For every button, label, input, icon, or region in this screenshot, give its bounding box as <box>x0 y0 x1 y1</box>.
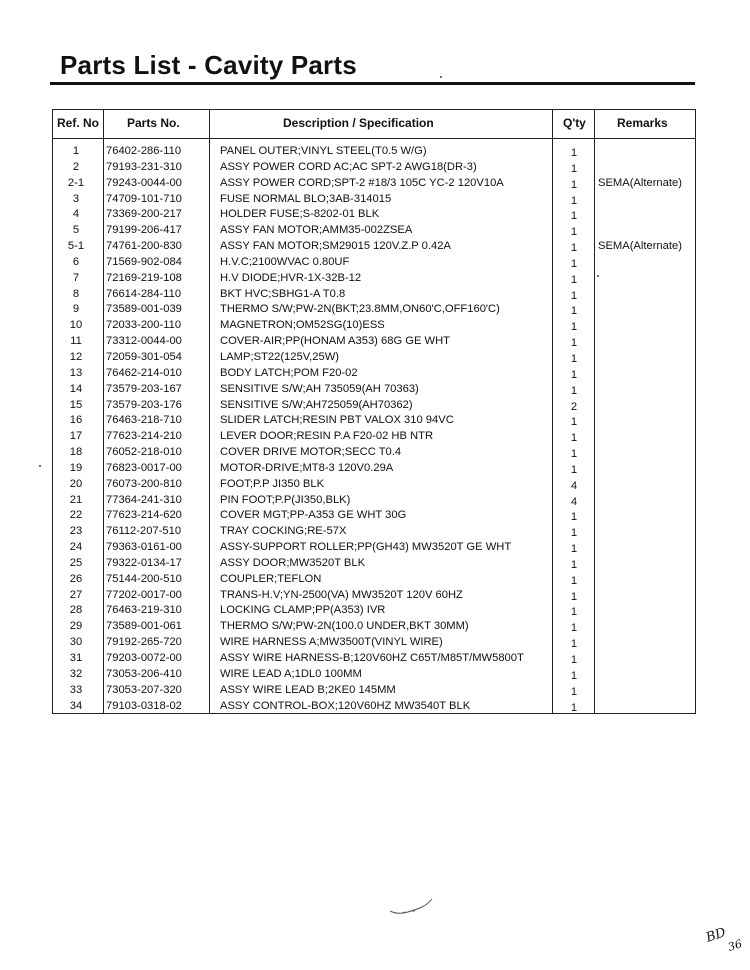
parts-no-cell: 79203-0072-00 <box>106 652 182 664</box>
description-cell: ASSY FAN MOTOR;AMM35-002ZSEA <box>220 224 413 237</box>
table-row <box>0 699 750 715</box>
parts-no-cell: 76112-207-510 <box>106 525 182 538</box>
table-row <box>0 477 750 493</box>
parts-no-cell: 76463-218-710 <box>106 414 182 427</box>
ref-no-cell: 19 <box>69 461 83 474</box>
table-row <box>0 556 750 572</box>
qty-cell: 2 <box>570 400 578 413</box>
description-cell: MOTOR-DRIVE;MT8-3 120V0.29A <box>220 461 394 474</box>
description-cell: BODY LATCH;POM F20-02 <box>220 366 358 379</box>
parts-no-cell: 79193-231-310 <box>106 160 182 173</box>
description-cell: ASSY POWER CORD;SPT-2 #18/3 105C YC-2 120V10A <box>220 176 504 189</box>
parts-no-cell: 77202-0017-00 <box>106 588 182 601</box>
qty-cell: 1 <box>570 638 578 651</box>
table-row <box>0 619 750 635</box>
ref-no-cell: 13 <box>69 366 83 379</box>
ref-no-cell: 23 <box>69 525 83 538</box>
ref-no-cell: 7 <box>72 271 80 284</box>
qty-cell: 1 <box>570 432 578 445</box>
handwritten-page-number: 36 <box>726 937 744 954</box>
ref-no-cell: 34 <box>69 699 83 712</box>
table-row <box>0 255 750 271</box>
description-cell: PANEL OUTER;VINYL STEEL(T0.5 W/G) <box>220 145 427 157</box>
qty-cell: 1 <box>570 511 578 524</box>
parts-no-cell: 79243-0044-00 <box>106 176 182 189</box>
table-row <box>0 223 750 239</box>
description-cell: TRANS-H.V;YN-2500(VA) MW3520T 120V 60HZ <box>220 588 463 601</box>
ref-no-cell: 2-1 <box>67 176 85 189</box>
description-cell: ASSY WIRE LEAD B;2KE0 145MM <box>220 683 396 696</box>
parts-no-cell: 77364-241-310 <box>106 493 182 506</box>
qty-cell: 1 <box>570 162 578 175</box>
qty-cell: 1 <box>570 558 578 571</box>
parts-no-cell: 71569-902-084 <box>106 255 182 268</box>
remarks-cell: SEMA(Alternate) <box>598 176 682 189</box>
description-cell: SENSITIVE S/W;AH725059(AH70362) <box>220 398 413 411</box>
parts-no-cell: 73369-200-217 <box>106 208 182 221</box>
table-row <box>0 271 750 287</box>
qty-cell: 1 <box>570 574 578 587</box>
scan-speck <box>39 465 41 467</box>
parts-no-cell: 79322-0134-17 <box>106 556 182 569</box>
parts-no-cell: 74709-101-710 <box>106 192 182 205</box>
parts-no-cell: 76402-286-110 <box>106 145 182 157</box>
description-cell: ASSY-SUPPORT ROLLER;PP(GH43) MW3520T GE WHT <box>220 541 512 554</box>
parts-no-cell: 76463-219-310 <box>106 604 182 617</box>
description-cell: LOCKING CLAMP;PP(A353) IVR <box>220 604 386 617</box>
qty-cell: 1 <box>570 543 578 556</box>
description-cell: ASSY DOOR;MW3520T BLK <box>220 556 366 569</box>
description-cell: THERMO S/W;PW-2N(100.0 UNDER,BKT 30MM) <box>220 620 469 633</box>
description-cell: COVER-AIR;PP(HONAM A353) 68G GE WHT <box>220 335 451 348</box>
ref-no-cell: 9 <box>72 303 80 316</box>
description-cell: BKT HVC;SBHG1-A T0.8 <box>220 287 346 300</box>
description-cell: H.V.C;2100WVAC 0.80UF <box>220 255 350 268</box>
ref-no-cell: 16 <box>69 414 83 427</box>
table-row <box>0 287 750 303</box>
ref-no-cell: 30 <box>69 636 83 649</box>
description-cell: HOLDER FUSE;S-8202-01 BLK <box>220 208 380 221</box>
qty-cell: 1 <box>570 194 578 207</box>
table-row <box>0 176 750 192</box>
qty-cell: 1 <box>570 352 578 365</box>
ref-no-cell: 20 <box>69 477 83 490</box>
parts-no-cell: 77623-214-620 <box>106 509 182 522</box>
table-row <box>0 429 750 445</box>
table-row <box>0 493 750 509</box>
parts-no-cell: 79192-265-720 <box>106 636 182 649</box>
qty-cell: 1 <box>570 416 578 429</box>
table-row <box>0 160 750 176</box>
qty-cell: 1 <box>570 226 578 239</box>
header-parts-no: Parts No. <box>127 116 180 130</box>
qty-cell: 1 <box>570 685 578 698</box>
qty-cell: 4 <box>570 495 578 508</box>
qty-cell: 1 <box>570 606 578 619</box>
table-row <box>0 144 750 160</box>
table-row <box>0 398 750 414</box>
qty-cell: 1 <box>570 273 578 286</box>
parts-no-cell: 73312-0044-00 <box>106 335 182 348</box>
table-row <box>0 207 750 223</box>
table-row <box>0 413 750 429</box>
ref-no-cell: 25 <box>69 556 83 569</box>
parts-no-cell: 73589-001-061 <box>106 620 182 633</box>
ref-no-cell: 32 <box>69 667 83 680</box>
table-header-rule <box>52 138 696 139</box>
ref-no-cell: 11 <box>70 335 82 348</box>
parts-no-cell: 73053-207-320 <box>106 683 182 696</box>
table-row <box>0 635 750 651</box>
ref-no-cell: 8 <box>72 287 80 300</box>
parts-no-cell: 72059-301-054 <box>106 350 182 363</box>
table-row <box>0 366 750 382</box>
description-cell: PIN FOOT;P.P(JI350,BLK) <box>220 493 351 506</box>
qty-cell: 1 <box>570 448 578 461</box>
description-cell: COUPLER;TEFLON <box>220 572 322 585</box>
ref-no-cell: 3 <box>72 192 80 205</box>
ref-no-cell: 29 <box>69 620 83 633</box>
table-row <box>0 382 750 398</box>
qty-cell: 1 <box>570 669 578 682</box>
ref-no-cell: 26 <box>69 572 83 585</box>
parts-no-cell: 76462-214-010 <box>106 366 182 379</box>
table-row <box>0 239 750 255</box>
description-cell: THERMO S/W;PW-2N(BKT;23.8MM,ON60'C,OFF160'C) <box>220 303 500 316</box>
table-row <box>0 461 750 477</box>
qty-cell: 1 <box>570 590 578 603</box>
ref-no-cell: 31 <box>69 652 83 664</box>
parts-no-cell: 73579-203-176 <box>106 398 182 411</box>
ref-no-cell: 33 <box>69 683 83 696</box>
title-underline <box>50 82 695 85</box>
ref-no-cell: 28 <box>69 604 83 617</box>
parts-no-cell: 73053-206-410 <box>106 667 182 680</box>
qty-cell: 1 <box>570 337 578 350</box>
table-row <box>0 603 750 619</box>
qty-cell: 1 <box>570 242 578 255</box>
header-remarks: Remarks <box>617 116 668 130</box>
table-row <box>0 192 750 208</box>
description-cell: H.V DIODE;HVR-1X-32B-12 <box>220 271 362 284</box>
qty-cell: 1 <box>570 368 578 381</box>
description-cell: TRAY COCKING;RE-57X <box>220 525 347 538</box>
description-cell: SENSITIVE S/W;AH 735059(AH 70363) <box>220 382 419 395</box>
parts-no-cell: 75144-200-510 <box>106 572 182 585</box>
description-cell: WIRE LEAD A;1DL0 100MM <box>220 667 362 680</box>
ref-no-cell: 15 <box>69 398 83 411</box>
ref-no-cell: 10 <box>69 319 83 332</box>
table-row <box>0 667 750 683</box>
qty-cell: 1 <box>570 210 578 223</box>
table-row <box>0 524 750 540</box>
qty-cell: 1 <box>570 384 578 397</box>
parts-no-cell: 79199-206-417 <box>106 224 182 237</box>
parts-no-cell: 76073-200-810 <box>106 477 182 490</box>
pen-scribble <box>388 893 438 917</box>
ref-no-cell: 5-1 <box>67 240 85 253</box>
qty-cell: 4 <box>570 479 578 492</box>
description-cell: WIRE HARNESS A;MW3500T(VINYL WIRE) <box>220 636 443 649</box>
ref-no-cell: 5 <box>72 224 80 237</box>
table-row <box>0 683 750 699</box>
page-title: Parts List - Cavity Parts <box>60 50 357 80</box>
parts-no-cell: 72033-200-110 <box>106 319 182 332</box>
table-row <box>0 588 750 604</box>
ref-no-cell: 24 <box>69 541 83 554</box>
ref-no-cell: 18 <box>69 446 83 459</box>
parts-no-cell: 76052-218-010 <box>106 446 182 459</box>
table-row <box>0 318 750 334</box>
header-description: Description / Specification <box>283 116 434 130</box>
ref-no-cell: 4 <box>72 208 80 221</box>
qty-cell: 1 <box>570 147 578 159</box>
table-row <box>0 540 750 556</box>
qty-cell: 1 <box>570 178 578 191</box>
qty-cell: 1 <box>570 289 578 302</box>
table-row <box>0 350 750 366</box>
description-cell: FUSE NORMAL BLO;3AB-314015 <box>220 192 392 205</box>
qty-cell: 1 <box>570 305 578 318</box>
ref-no-cell: 17 <box>69 430 83 443</box>
ref-no-cell: 14 <box>69 382 83 395</box>
description-cell: COVER MGT;PP-A353 GE WHT 30G <box>220 509 407 522</box>
parts-no-cell: 73579-203-167 <box>106 382 182 395</box>
description-cell: COVER DRIVE MOTOR;SECC T0.4 <box>220 446 402 459</box>
qty-cell: 1 <box>570 527 578 540</box>
scan-speck <box>440 76 442 78</box>
header-ref-no: Ref. No <box>57 116 99 130</box>
description-cell: ASSY FAN MOTOR;SM29015 120V.Z.P 0.42A <box>220 240 451 253</box>
table-row <box>0 651 750 667</box>
parts-no-cell: 74761-200-830 <box>106 240 182 253</box>
table-row <box>0 508 750 524</box>
parts-no-cell: 76614-284-110 <box>106 287 182 300</box>
handwritten-page-mark: BD <box>704 925 728 946</box>
description-cell: SLIDER LATCH;RESIN PBT VALOX 310 94VC <box>220 414 454 427</box>
ref-no-cell: 2 <box>72 160 80 173</box>
qty-cell: 1 <box>570 701 578 714</box>
parts-no-cell: 76823-0017-00 <box>106 461 182 474</box>
table-row <box>0 445 750 461</box>
ref-no-cell: 12 <box>69 350 83 363</box>
ref-no-cell: 21 <box>69 493 83 506</box>
ref-no-cell: 6 <box>72 255 80 268</box>
table-body <box>0 144 750 714</box>
scan-speck <box>597 275 599 277</box>
description-cell: FOOT;P.P JI350 BLK <box>220 477 325 490</box>
description-cell: LEVER DOOR;RESIN P.A F20-02 HB NTR <box>220 430 434 443</box>
qty-cell: 1 <box>570 463 578 476</box>
table-row <box>0 334 750 350</box>
header-qty: Q'ty <box>563 116 586 130</box>
parts-no-cell: 72169-219-108 <box>106 271 182 284</box>
table-row <box>0 572 750 588</box>
qty-cell: 1 <box>570 321 578 334</box>
parts-no-cell: 77623-214-210 <box>106 430 182 443</box>
ref-no-cell: 1 <box>72 145 80 157</box>
table-row <box>0 302 750 318</box>
parts-no-cell: 73589-001-039 <box>106 303 182 316</box>
description-cell: ASSY CONTROL-BOX;120V60HZ MW3540T BLK <box>220 699 471 712</box>
qty-cell: 1 <box>570 622 578 635</box>
description-cell: MAGNETRON;OM52SG(10)ESS <box>220 319 385 332</box>
parts-no-cell: 79103-0318-02 <box>106 699 182 712</box>
parts-no-cell: 79363-0161-00 <box>106 541 182 554</box>
description-cell: ASSY WIRE HARNESS-B;120V60HZ C65T/M85T/MW5800T <box>220 652 524 664</box>
description-cell: ASSY POWER CORD AC;AC SPT-2 AWG18(DR-3) <box>220 160 477 173</box>
description-cell: LAMP;ST22(125V,25W) <box>220 350 339 363</box>
qty-cell: 1 <box>570 654 578 666</box>
ref-no-cell: 27 <box>69 588 83 601</box>
ref-no-cell: 22 <box>69 509 83 522</box>
qty-cell: 1 <box>570 257 578 270</box>
remarks-cell: SEMA(Alternate) <box>598 240 682 253</box>
